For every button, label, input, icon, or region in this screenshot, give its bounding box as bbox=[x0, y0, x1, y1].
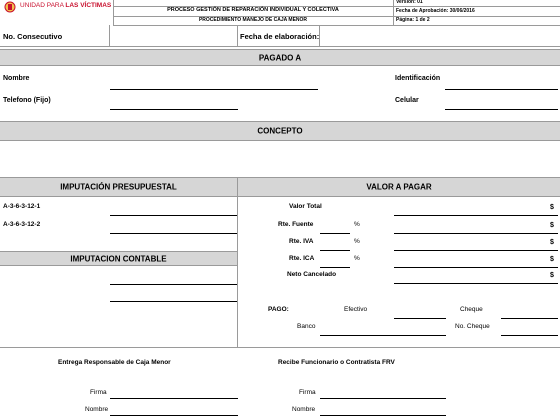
neto-cancelado-label: Neto Cancelado bbox=[287, 271, 337, 278]
valor-a-pagar-header: VALOR A PAGAR bbox=[237, 177, 560, 197]
celular-label: Celular bbox=[395, 97, 419, 104]
banco-label: Banco bbox=[297, 323, 316, 330]
consecutivo-label: No. Consecutivo bbox=[3, 32, 63, 41]
rte-fuente-field[interactable] bbox=[394, 233, 558, 234]
contable-field[interactable] bbox=[110, 301, 237, 302]
pago-label: PAGO: bbox=[268, 306, 289, 313]
concepto-header: CONCEPTO bbox=[0, 121, 560, 141]
no-cheque-label: No. Cheque bbox=[455, 323, 490, 330]
coat-of-arms-icon bbox=[4, 1, 16, 13]
rte-iva-pct-field[interactable] bbox=[320, 250, 350, 251]
rte-ica-label: Rte. ICA bbox=[289, 255, 315, 262]
rubro-item: A-3-6-3-12-2 bbox=[3, 221, 41, 228]
rte-ica-pct-field[interactable] bbox=[320, 267, 350, 268]
process-title: PROCESO GESTIÓN DE REPARACIÓN INDIVIDUAL Y COLECTIVA bbox=[167, 7, 339, 13]
nombre-field[interactable] bbox=[110, 89, 318, 90]
identificacion-label: Identificación bbox=[395, 75, 441, 82]
recibe-title: Recibe Funcionario o Contratista FRV bbox=[278, 359, 395, 366]
nombre-label: Nombre bbox=[85, 406, 109, 413]
currency-symbol: $ bbox=[550, 256, 554, 263]
banco-field[interactable] bbox=[320, 335, 446, 336]
pagado-a-header: PAGADO A bbox=[0, 49, 560, 66]
telefono-label: Telefono (Fijo) bbox=[3, 97, 51, 104]
logo bbox=[2, 0, 110, 14]
entrega-nombre-field[interactable] bbox=[110, 415, 238, 416]
percent-sign: % bbox=[354, 238, 360, 245]
celular-field[interactable] bbox=[445, 109, 558, 110]
currency-symbol: $ bbox=[550, 272, 554, 279]
rubro-item: A-3-6-3-12-1 bbox=[3, 203, 41, 210]
percent-sign: % bbox=[354, 255, 360, 262]
concepto-field[interactable] bbox=[0, 142, 560, 176]
currency-symbol: $ bbox=[550, 239, 554, 246]
efectivo-label: Efectivo bbox=[344, 306, 368, 313]
currency-symbol: $ bbox=[550, 204, 554, 211]
page-number: Página: 1 de 2 bbox=[396, 17, 430, 23]
nombre-label: Nombre bbox=[3, 75, 30, 82]
cheque-label: Cheque bbox=[460, 306, 483, 313]
no-cheque-field[interactable] bbox=[501, 335, 558, 336]
rubro-value-field[interactable] bbox=[110, 233, 237, 234]
imputacion-contable-header: IMPUTACION CONTABLE bbox=[0, 251, 237, 266]
rte-ica-field[interactable] bbox=[394, 267, 558, 268]
neto-cancelado-field[interactable] bbox=[394, 283, 558, 284]
percent-sign: % bbox=[354, 221, 360, 228]
procedure-title: PROCEDIMIENTO MANEJO DE CAJA MENOR bbox=[198, 17, 308, 23]
fecha-elaboracion-label: Fecha de elaboración: bbox=[240, 32, 320, 41]
currency-symbol: $ bbox=[550, 222, 554, 229]
valor-total-label: Valor Total bbox=[289, 203, 322, 210]
nombre-label: Nombre bbox=[292, 406, 316, 413]
imputacion-presupuestal-header: IMPUTACIÓN PRESUPUESTAL bbox=[0, 177, 237, 197]
rubro-value-field[interactable] bbox=[110, 215, 237, 216]
approval-date: Fecha de Aprobación: 30/06/2016 bbox=[396, 8, 475, 14]
rte-fuente-label: Rte. Fuente bbox=[278, 221, 314, 228]
version: Versión: 01 bbox=[396, 0, 423, 5]
firma-label: Firma bbox=[299, 389, 316, 396]
recibe-nombre-field[interactable] bbox=[320, 415, 446, 416]
efectivo-field[interactable] bbox=[394, 318, 446, 319]
consecutivo-field[interactable] bbox=[110, 26, 236, 45]
telefono-field[interactable] bbox=[110, 109, 238, 110]
logo-text: UNIDAD PARA LAS VÍCTIMAS bbox=[20, 2, 112, 9]
valor-total-field[interactable] bbox=[394, 215, 558, 216]
firma-label: Firma bbox=[90, 389, 107, 396]
entrega-firma-field[interactable] bbox=[110, 398, 238, 399]
fecha-elaboracion-field[interactable] bbox=[320, 26, 558, 45]
rte-iva-field[interactable] bbox=[394, 250, 558, 251]
recibe-firma-field[interactable] bbox=[320, 398, 446, 399]
rte-iva-label: Rte. IVA bbox=[289, 238, 314, 245]
identificacion-field[interactable] bbox=[445, 89, 558, 90]
contable-field[interactable] bbox=[110, 284, 237, 285]
rte-fuente-pct-field[interactable] bbox=[320, 233, 350, 234]
cheque-field[interactable] bbox=[501, 318, 558, 319]
entrega-title: Entrega Responsable de Caja Menor bbox=[58, 359, 171, 366]
